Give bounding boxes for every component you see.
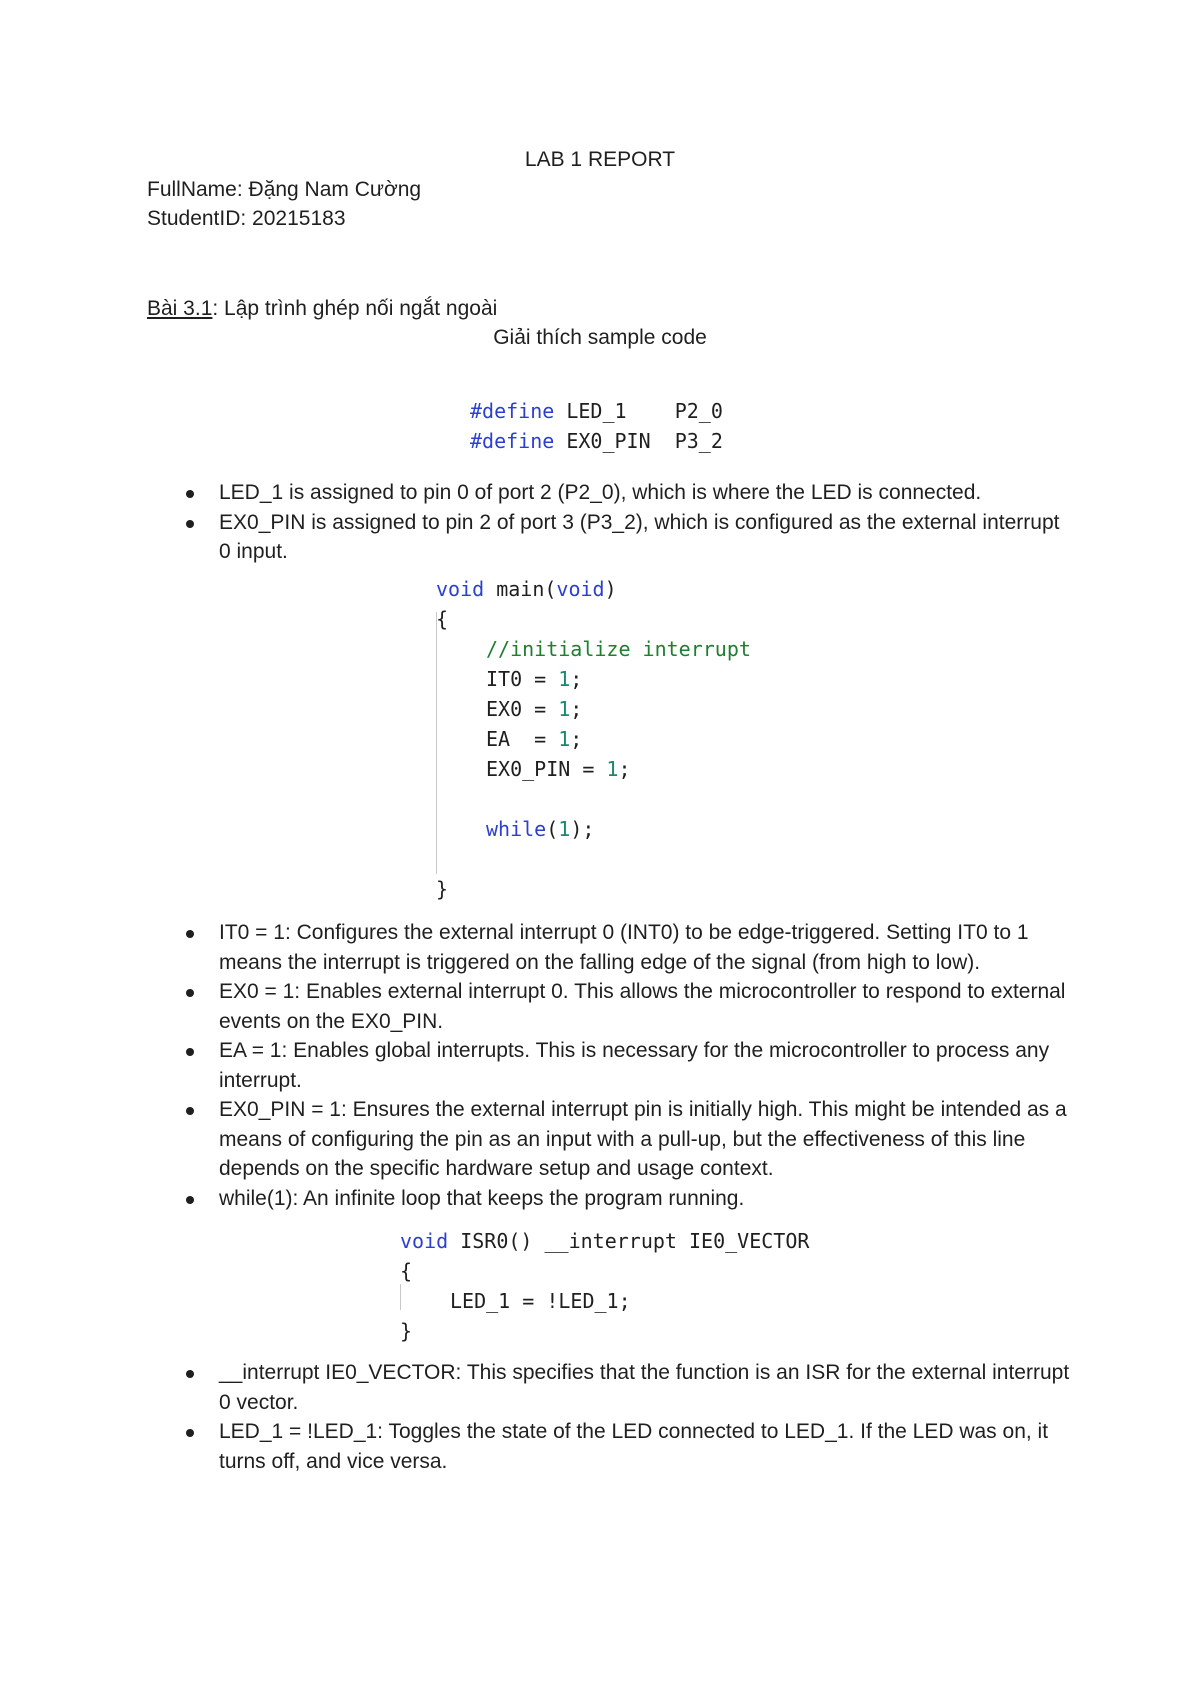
void-keyword: void bbox=[400, 1229, 449, 1253]
ex0pin-assign: EX0_PIN = bbox=[486, 757, 607, 781]
code-comment: //initialize interrupt bbox=[486, 637, 751, 661]
defines-explanation-list bbox=[181, 478, 1071, 567]
code-ea-line bbox=[486, 724, 582, 754]
void-keyword: void bbox=[556, 577, 605, 601]
define-keyword: #define bbox=[470, 429, 555, 453]
section-subtitle: Giải thích sample code bbox=[493, 326, 707, 349]
code-close-brace: } bbox=[400, 1319, 413, 1343]
void-keyword: void bbox=[436, 577, 485, 601]
list-item: __interrupt IE0_VECTOR: This specifies that the function is an ISR for the external interrupt 0 vector. bbox=[181, 1358, 1071, 1417]
close-paren: ) bbox=[604, 577, 617, 601]
list-item: EX0_PIN = 1: Ensures the external interrupt pin is initially high. This might be intended as a means of configuring the pin as an input with a pull-up, but the effectiveness of this line depends on the specific hardware setup and usage context. bbox=[181, 1095, 1071, 1184]
full-name-line: FullName: Đặng Nam Cường bbox=[147, 178, 422, 201]
open-paren: ( bbox=[546, 817, 559, 841]
define-keyword: #define bbox=[470, 399, 555, 423]
isr-signature-rest: ISR0() __interrupt IE0_VECTOR bbox=[448, 1229, 810, 1253]
code-it0-line bbox=[486, 664, 582, 694]
number-literal: 1 bbox=[606, 757, 619, 781]
list-item: LED_1 = !LED_1: Toggles the state of the LED connected to LED_1. If the LED was on, it turns off, and vice versa. bbox=[181, 1417, 1071, 1476]
define-led-rest: LED_1 P2_0 bbox=[554, 399, 723, 423]
code-open-brace: { bbox=[400, 1259, 413, 1283]
student-id-line: StudentID: 20215183 bbox=[147, 207, 346, 230]
code-isr-body: LED_1 = !LED_1; bbox=[450, 1289, 631, 1313]
code-main-signature bbox=[436, 574, 617, 604]
task-number: Bài 3.1 bbox=[147, 297, 213, 320]
list-item: LED_1 is assigned to pin 0 of port 2 (P2_0), which is where the LED is connected. bbox=[181, 478, 1071, 508]
list-item: EX0 = 1: Enables external interrupt 0. This allows the microcontroller to respond to external events on the EX0_PIN. bbox=[181, 977, 1071, 1036]
define-ex0pin-rest: EX0_PIN P3_2 bbox=[554, 429, 723, 453]
code-open-brace: { bbox=[436, 607, 449, 631]
number-literal: 1 bbox=[558, 667, 571, 691]
code-while-line bbox=[486, 814, 594, 844]
code-isr-signature bbox=[400, 1226, 809, 1256]
close-paren-semicolon: ); bbox=[570, 817, 595, 841]
main-explanation-list bbox=[181, 918, 1071, 1213]
number-literal: 1 bbox=[558, 727, 571, 751]
semicolon: ; bbox=[618, 757, 631, 781]
it0-assign: IT0 = bbox=[486, 667, 559, 691]
report-title: LAB 1 REPORT bbox=[524, 148, 676, 171]
code-close-brace: } bbox=[436, 877, 449, 901]
task-heading bbox=[147, 294, 497, 323]
while-keyword: while bbox=[486, 817, 547, 841]
task-title: : Lập trình ghép nối ngắt ngoài bbox=[212, 297, 498, 320]
code-ex0pin-line bbox=[486, 754, 631, 784]
code-ex0-line bbox=[486, 694, 582, 724]
code-define-ex0pin bbox=[470, 426, 723, 456]
ea-assign: EA = bbox=[486, 727, 559, 751]
code-define-led bbox=[470, 396, 723, 426]
number-literal: 1 bbox=[558, 697, 571, 721]
list-item: while(1): An infinite loop that keeps the program running. bbox=[181, 1184, 1071, 1214]
semicolon: ; bbox=[570, 697, 583, 721]
isr-explanation-list bbox=[181, 1358, 1071, 1476]
semicolon: ; bbox=[570, 727, 583, 751]
list-item: IT0 = 1: Configures the external interrupt 0 (INT0) to be edge-triggered. Setting IT0 to 1 means the interrupt is triggered on the falling edge of the signal (from high to low). bbox=[181, 918, 1071, 977]
semicolon: ; bbox=[570, 667, 583, 691]
code-indent-guide bbox=[436, 612, 437, 874]
number-literal: 1 bbox=[558, 817, 571, 841]
ex0-assign: EX0 = bbox=[486, 697, 559, 721]
list-item: EA = 1: Enables global interrupts. This is necessary for the microcontroller to process any interrupt. bbox=[181, 1036, 1071, 1095]
code-indent-guide bbox=[400, 1284, 401, 1310]
list-item: EX0_PIN is assigned to pin 2 of port 3 (P3_2), which is configured as the external interrupt 0 input. bbox=[181, 508, 1071, 567]
main-name: main( bbox=[484, 577, 557, 601]
